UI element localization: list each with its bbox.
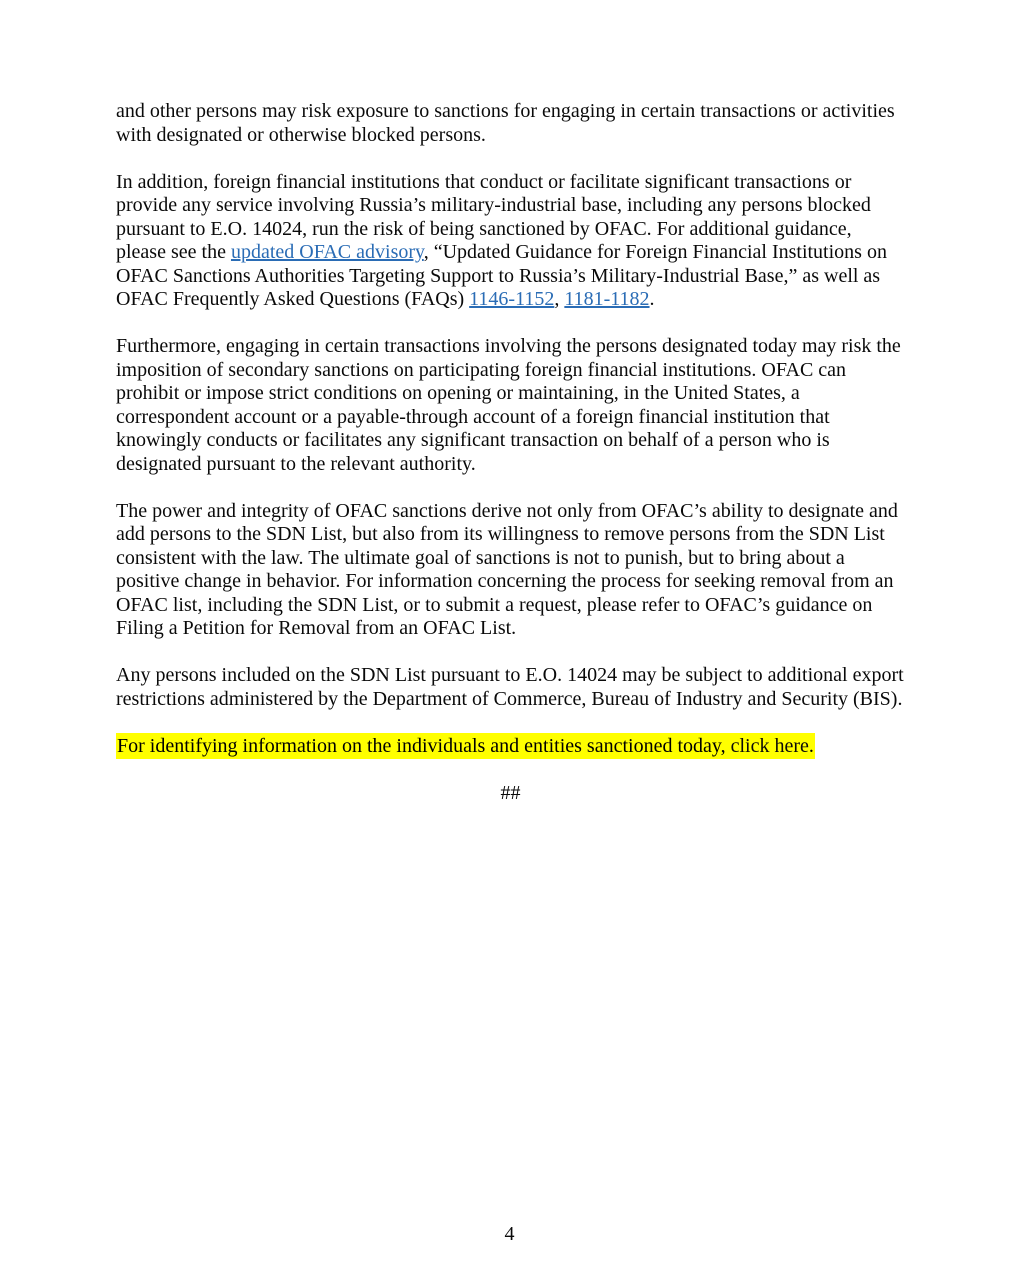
paragraph-2-text-middle: , “Updated Guidance for Foreign Financial Institutions on OFAC Sanctions Authorities Targeting Support to Russia’s Military-Industrial Base,” as well as OFAC Frequently Asked Questions (FAQs) (116, 241, 887, 310)
yellow-highlight (116, 733, 815, 759)
click-here-link[interactable]: click here (730, 734, 809, 757)
paragraph-1: and other persons may risk exposure to sanctions for engaging in certain transactions or activities with designated or otherwise blocked persons. (116, 100, 895, 146)
highlighted-line (116, 735, 905, 759)
paragraph-2 (116, 171, 905, 312)
end-mark: ## (500, 781, 521, 804)
paragraph-2-text-after: . (649, 288, 655, 310)
page-number: 4 (504, 1223, 515, 1245)
paragraph-5: Any persons included on the SDN List pursuant to E.O. 14024 may be subject to additional export restrictions administered by the Department of Commerce, Bureau of Industry and Security (BIS). (116, 664, 904, 710)
faq-1146-1152-link[interactable]: 1146-1152 (469, 288, 555, 310)
faq-1181-1182-link[interactable]: 1181-1182 (564, 288, 650, 310)
paragraph-3: Furthermore, engaging in certain transactions involving the persons designated today may risk the imposition of secondary sanctions on participating foreign financial institutions. OFAC can prohibit or impose strict conditions on opening or maintaining, in the United States, a correspondent account or a payable-through account of a foreign financial institution that knowingly conducts or facilitates any significant transaction on behalf of a person who is designated pursuant to the relevant authority. (116, 335, 901, 475)
updated-ofac-advisory-link[interactable]: updated OFAC advisory (230, 241, 424, 263)
paragraph-2-text-before: In addition, foreign financial institutions that conduct or facilitate significant transactions or provide any service involving Russia’s military-industrial base, including any persons blocked pursuant to E.O. 14024, run the risk of being sanctioned by OFAC. For additional guidance, please see the (116, 170, 871, 263)
paragraph-2-text-separator: , (554, 288, 565, 310)
document-body (116, 100, 905, 805)
paragraph-4: The power and integrity of OFAC sanctions derive not only from OFAC’s ability to designate and add persons to the SDN List, but also from its willingness to remove persons from the SDN List consistent with the law. The ultimate goal of sanctions is not to punish, but to bring about a positive change in behavior. For information concerning the process for seeking removal from an OFAC list, including the SDN List, or to submit a request, please refer to OFAC’s guidance on Filing a Petition for Removal from an OFAC List. (116, 499, 898, 639)
highlight-text: For identifying information on the individuals and entities sanctioned today, (117, 734, 731, 757)
highlight-text-period: . (808, 734, 814, 757)
